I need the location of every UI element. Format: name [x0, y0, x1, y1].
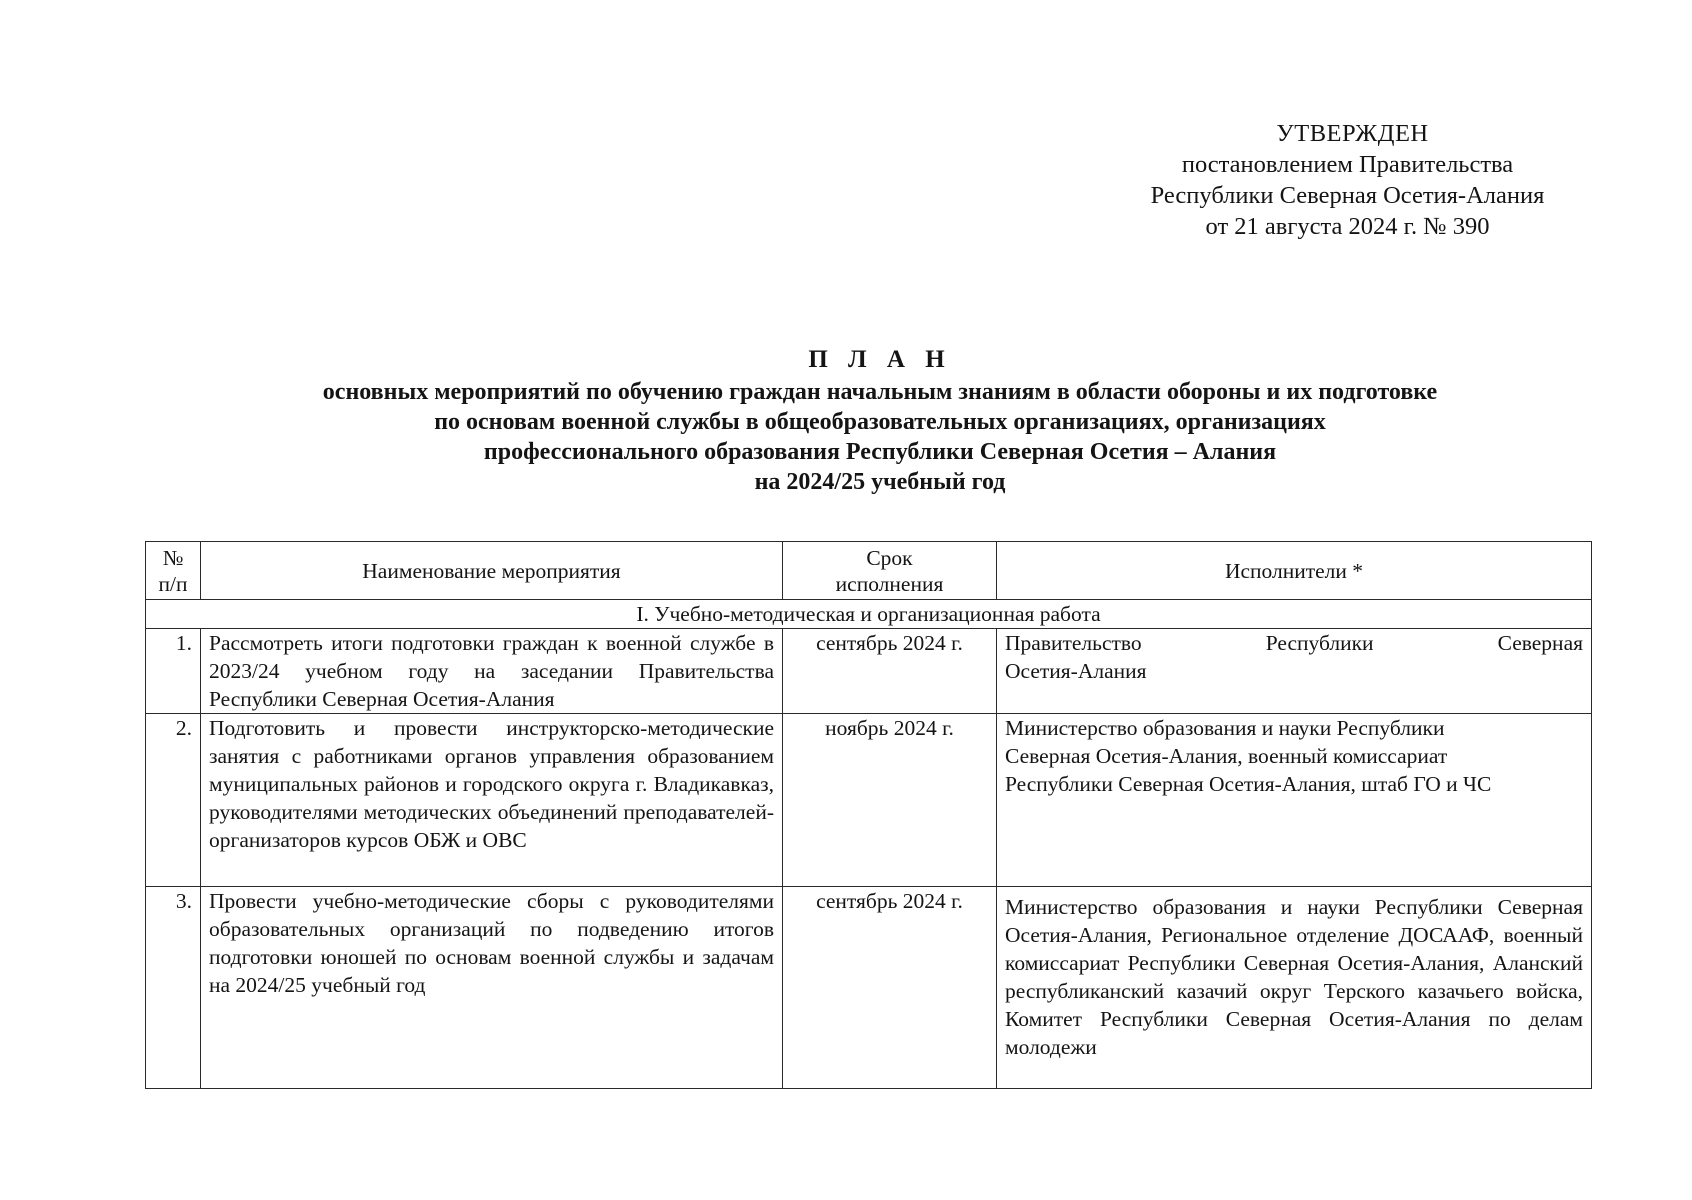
row-event-name: Подготовить и провести инструкторско-методические занятия с работниками органов управления образованием муниципальных районов и городского округа г. Владикавказ, руководителями методических объединений преподавателей-организаторов курсов ОБЖ и ОВС: [201, 714, 783, 887]
header-number-sign: №: [162, 545, 184, 570]
table-row: [146, 887, 1592, 1089]
row-number: 2.: [146, 714, 201, 887]
row-executors: Министерство образования и науки Республики Северная Осетия-Алания, Региональное отделение ДОСААФ, военный комиссариат Республики Северная Осетия-Алания, Аланский республиканский казачий округ Терского казачьего войска, Комитет Республики Северная Осетия-Алания по делам молодежи: [997, 887, 1592, 1089]
row-event-name: Провести учебно-методические сборы с руководителями образовательных организаций по подведению итогов подготовки юношей по основам военной службы и задачам на 2024/25 учебный год: [201, 887, 783, 1089]
title-line-3: профессионального образования Республики Северная Осетия – Алания: [483, 439, 1277, 465]
header-term: [783, 542, 997, 600]
plan-heading: П Л А Н: [808, 346, 952, 373]
header-number-abbr: п/п: [158, 571, 188, 596]
row-number: 3.: [146, 887, 201, 1089]
row-executors: Министерство образования и науки Республики Северная Осетия-Алания, военный комиссариат Республики Северная Осетия-Алания, штаб ГО и ЧС: [997, 714, 1592, 887]
row-executors-line-1: Правительство Республики Северная: [1005, 631, 1583, 655]
header-name: Наименование мероприятия: [201, 542, 783, 600]
title-line-4: на 2024/25 учебный год: [754, 469, 1006, 495]
row-event-name: Рассмотреть итоги подготовки граждан к военной службе в 2023/24 учебном году на заседании Правительства Республики Северная Осетия-Алания: [201, 629, 783, 714]
header-term-line-2: исполнения: [835, 571, 944, 596]
title-line-1: основных мероприятий по обучению граждан начальным знаниям в области обороны и их подготовке: [322, 379, 1438, 405]
section-title: I. Учебно-методическая и организационная работа: [146, 600, 1592, 629]
title-line-2: по основам военной службы в общеобразовательных организациях, организациях: [434, 409, 1326, 435]
header-number: [146, 542, 201, 600]
table-header-row: [146, 542, 1592, 600]
table-row: [146, 714, 1592, 887]
approval-date-number: от 21 августа 2024 г. № 390: [1205, 213, 1490, 240]
row-executors: [997, 629, 1592, 714]
row-executors-line-2: Осетия-Алания: [1005, 659, 1147, 683]
approval-government: Республики Северная Осетия-Алания: [1150, 182, 1545, 209]
row-term: сентябрь 2024 г.: [783, 629, 997, 714]
header-executors: Исполнители *: [997, 542, 1592, 600]
row-term: ноябрь 2024 г.: [783, 714, 997, 887]
approval-issuer: постановлением Правительства: [1181, 151, 1514, 178]
row-term: сентябрь 2024 г.: [783, 887, 997, 1089]
plan-table: [145, 541, 1592, 1089]
table-row: [146, 629, 1592, 714]
approval-title: УТВЕРЖДЕН: [1276, 120, 1429, 147]
row-number: 1.: [146, 629, 201, 714]
header-term-line-1: Срок: [866, 545, 913, 570]
approval-block: [1120, 118, 1575, 242]
document-title: [150, 345, 1610, 497]
section-row: [146, 600, 1592, 629]
